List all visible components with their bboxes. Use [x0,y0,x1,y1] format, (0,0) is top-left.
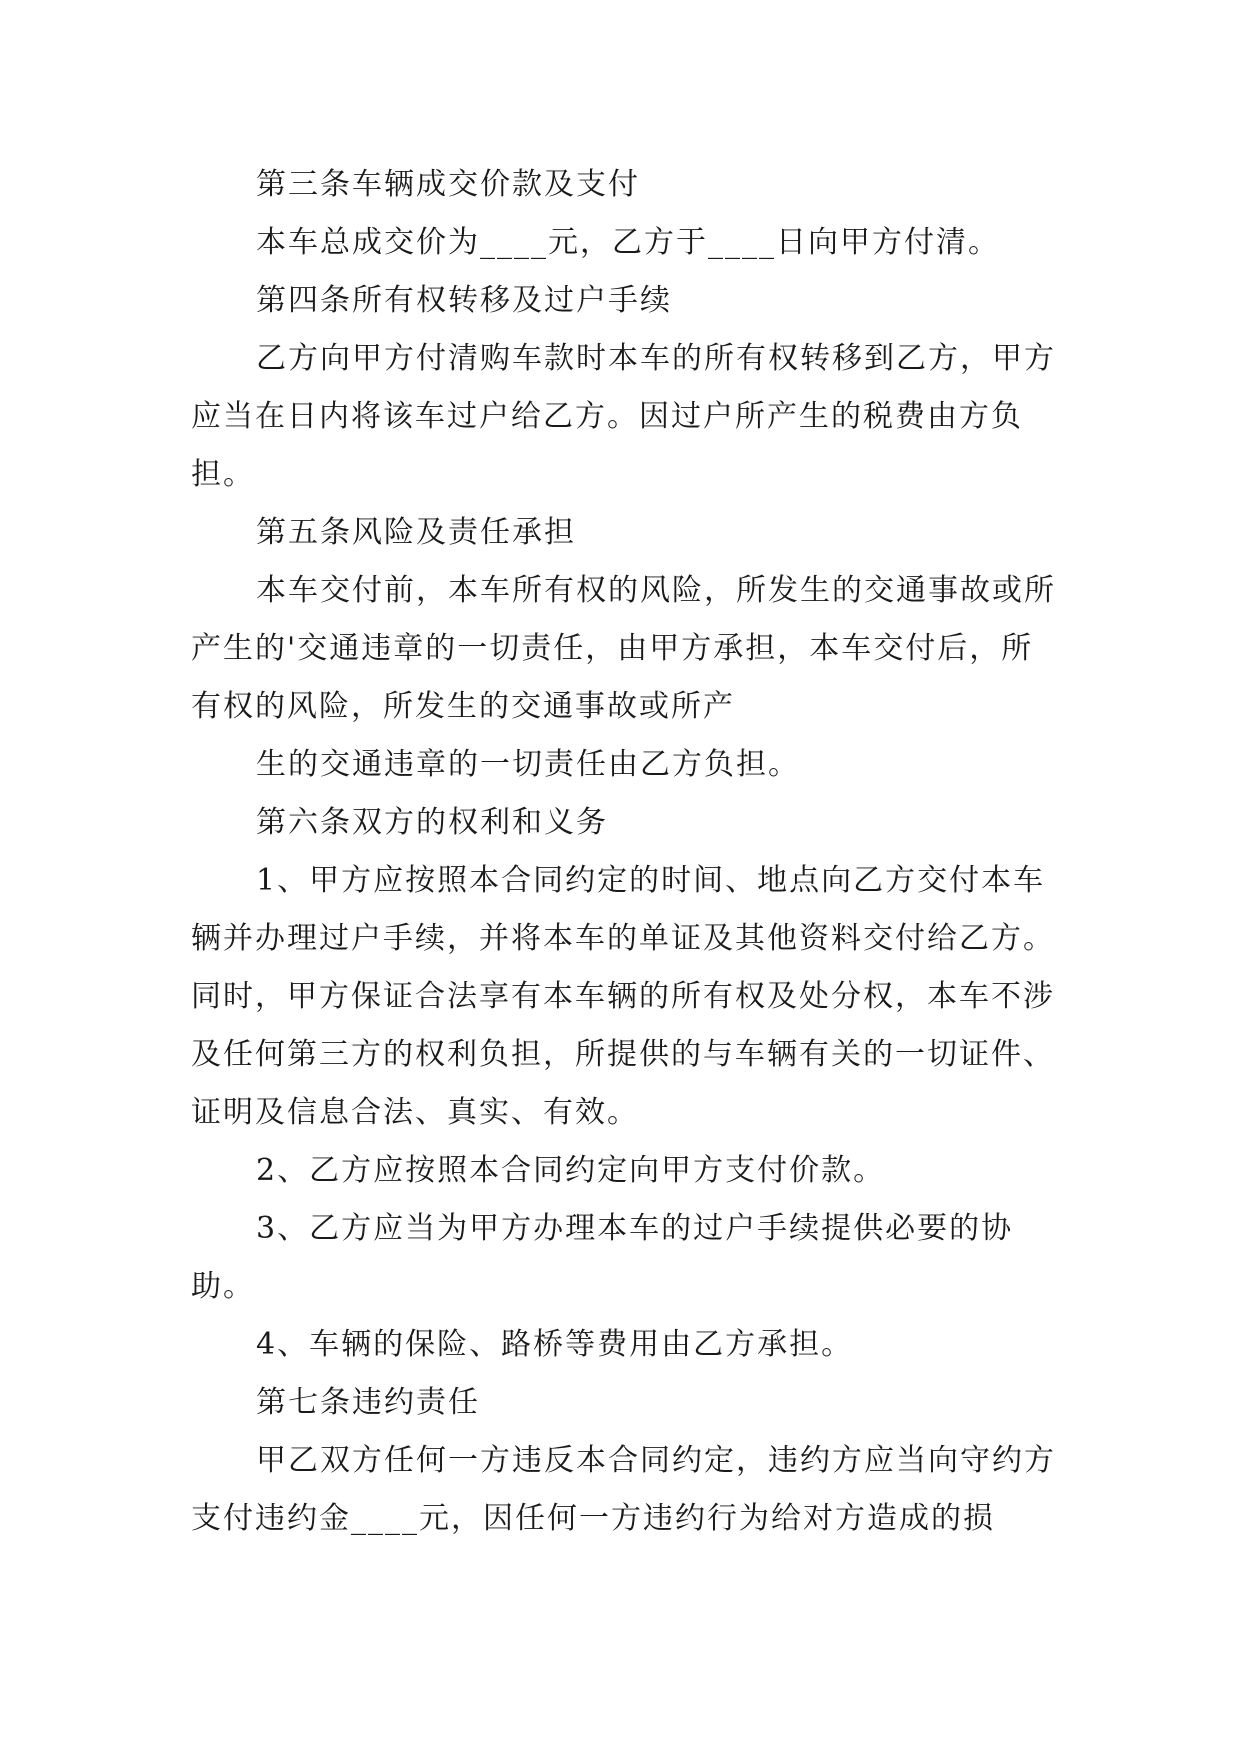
article-3-heading: 第三条车辆成交价款及支付 [256,167,640,202]
article-6-item-1: 1、甲方应按照本合同约定的时间、地点向乙方交付本车辆并办理过户手续，并将本车的单证及其他资料交付给乙方。同时，甲方保证合法享有本车辆的所有权及处分权，本车不涉及任何第三方的权利负担，所提供的与车辆有关的一切证件、证明及信息合法、真实、有效。 [191,863,1055,1130]
article-4-text: 乙方向甲方付清购车款时本车的所有权转移到乙方，甲方应当在日内将该车过户给乙方。因过户所产生的税费由方负担。 [191,341,1056,492]
article-7-heading: 第七条违约责任 [256,1385,480,1420]
article-4-heading: 第四条所有权转移及过户手续 [256,283,672,318]
article-6-heading: 第六条双方的权利和义务 [256,805,608,840]
article-6-item-3: 3、乙方应当为甲方办理本车的过户手续提供必要的协助。 [191,1211,1014,1304]
article-5-heading: 第五条风险及责任承担 [256,515,576,550]
article-5-text: 本车交付前，本车所有权的风险，所发生的交通事故或所产生的'交通违章的一切责任，由甲方承担，本车交付后，所有权的风险，所发生的交通事故或所产 [191,573,1056,724]
document-body [191,156,1061,1548]
article-6-item-4: 4、车辆的保险、路桥等费用由乙方承担。 [256,1327,854,1362]
article-3-text: 本车总成交价为____元，乙方于____日向甲方付清。 [256,225,1000,260]
article-6-item-2: 2、乙方应按照本合同约定向甲方支付价款。 [256,1153,886,1188]
article-5-text-continued: 生的交通违章的一切责任由乙方负担。 [256,747,800,782]
article-7-text: 甲乙双方任何一方违反本合同约定，违约方应当向守约方支付违约金____元，因任何一方违约行为给对方造成的损 [191,1443,1056,1536]
